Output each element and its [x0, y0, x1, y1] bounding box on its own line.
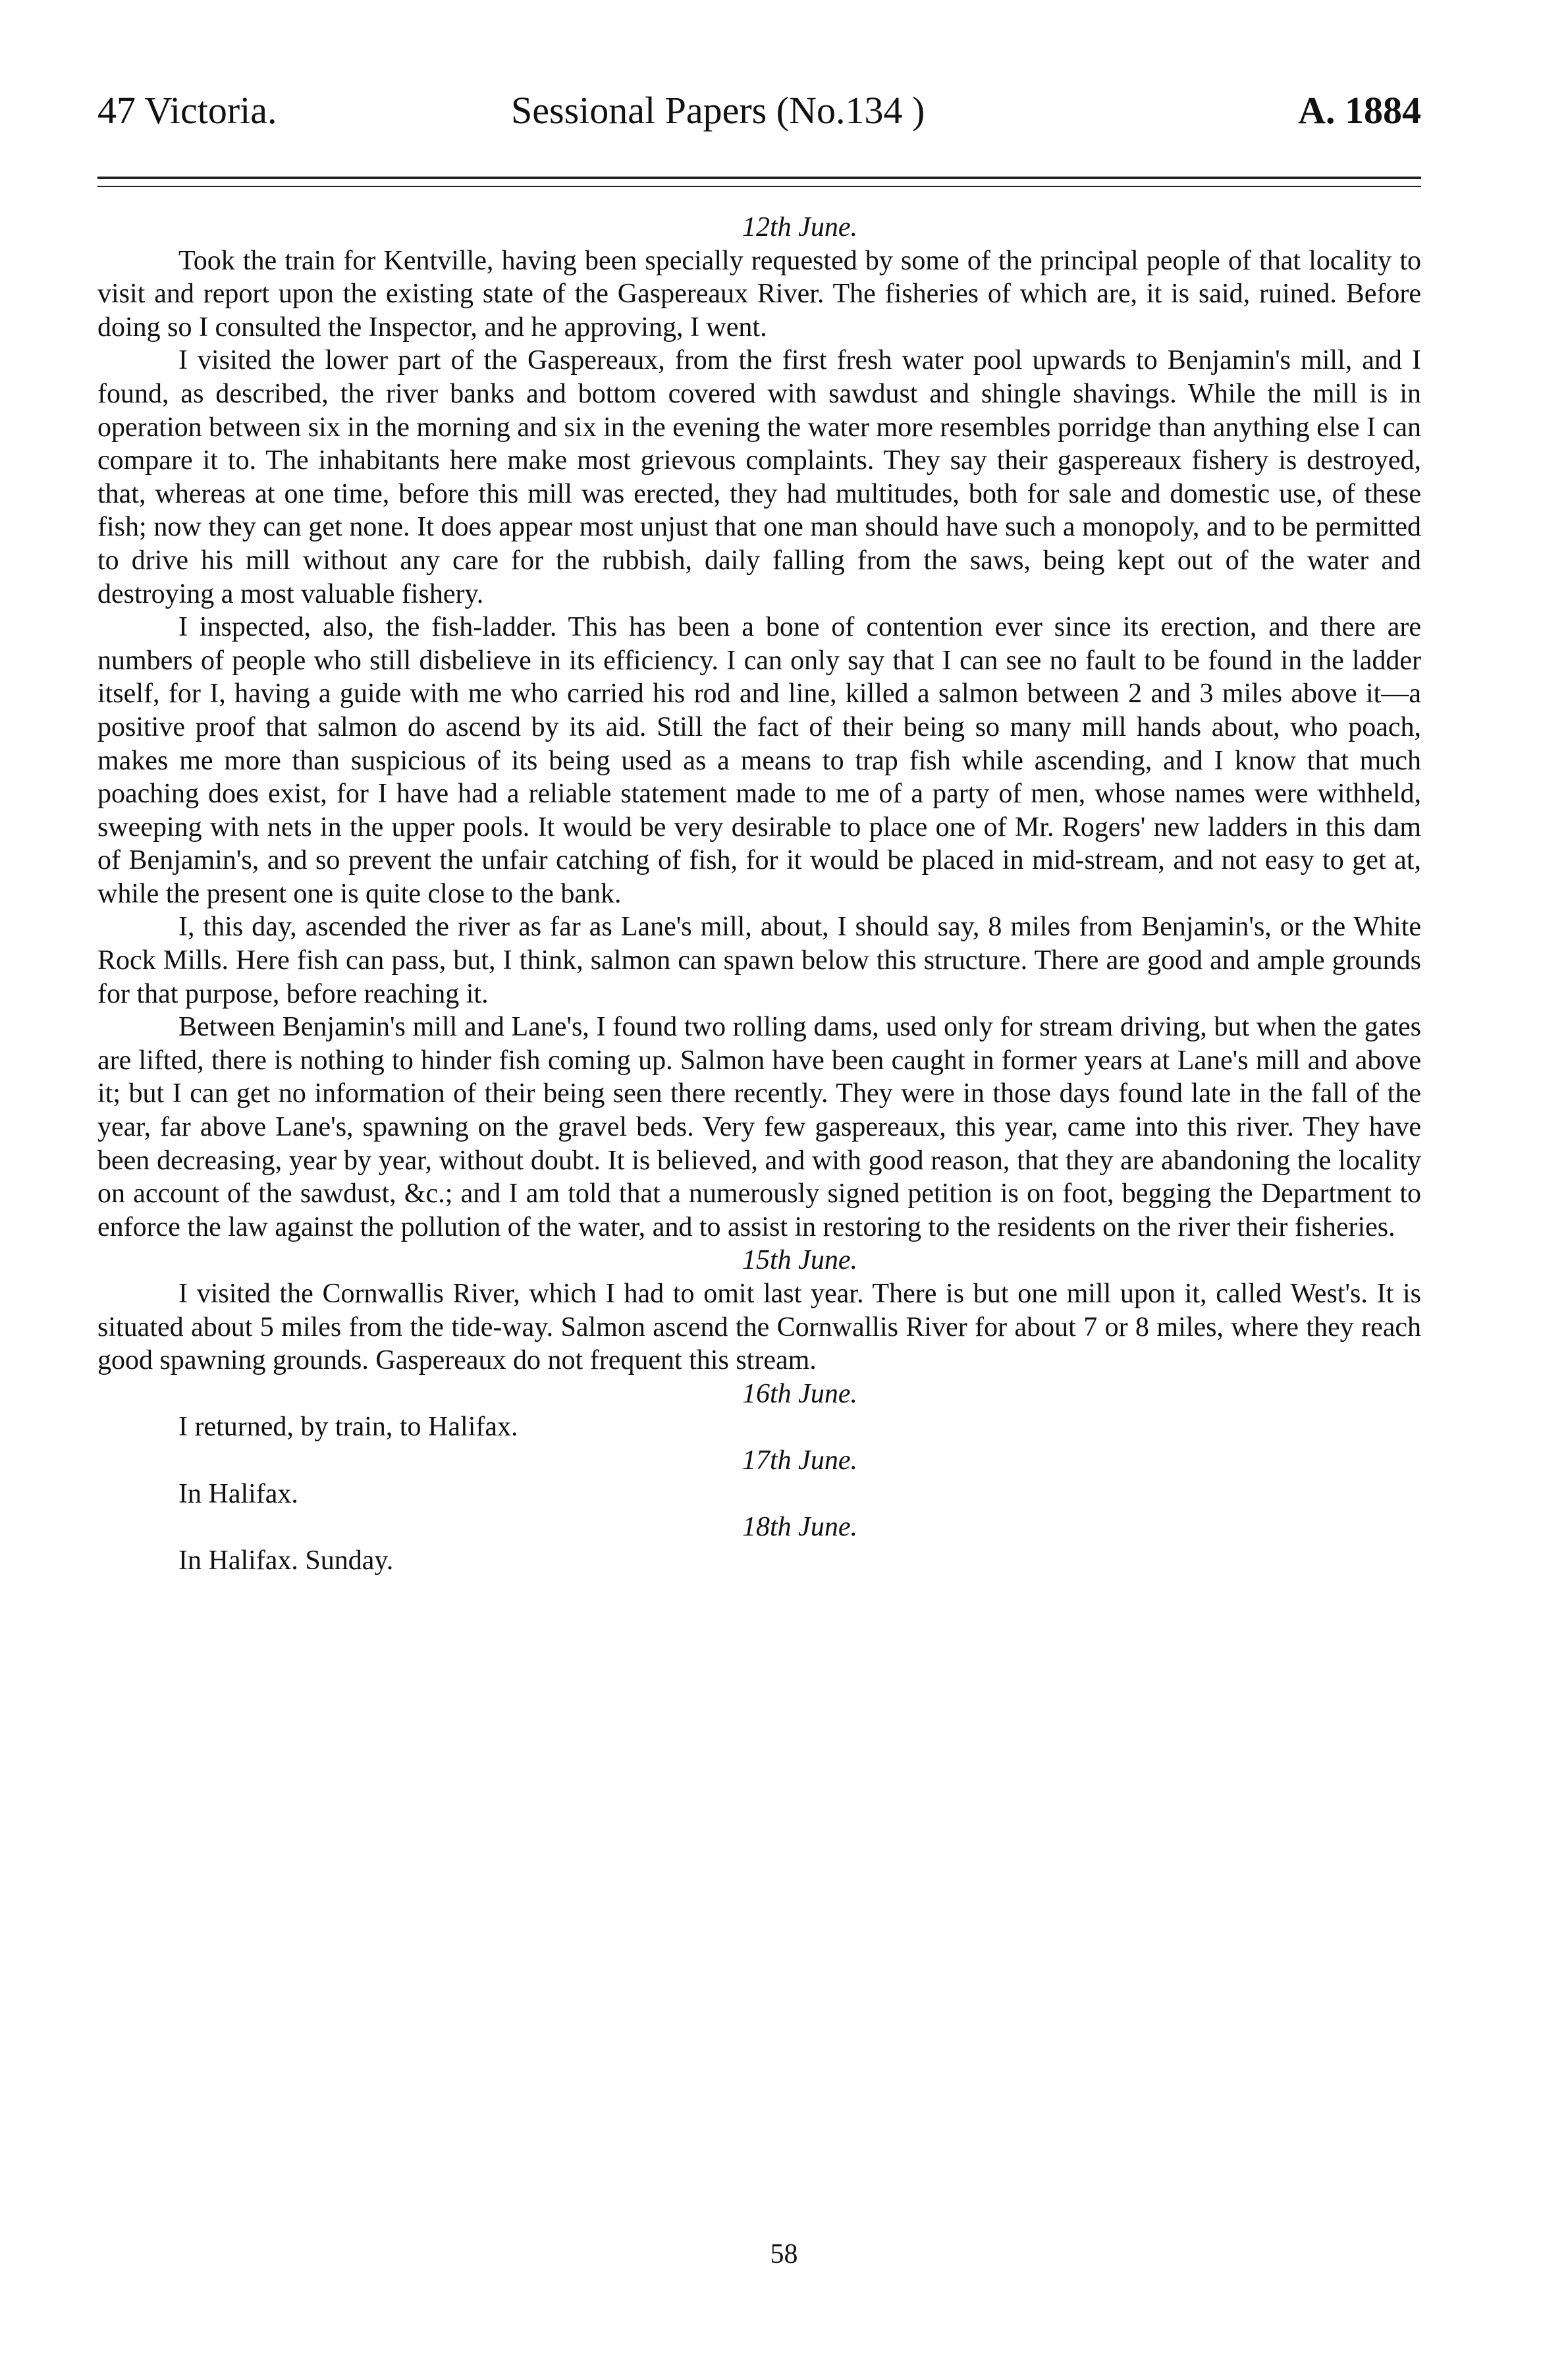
- paragraph: I visited the lower part of the Gaspereaux, from the first fresh water pool upwards to Benjamin's mill, and I found, as described, the river banks and bottom covered with sawdust and shingle shavings. While the mill is in operation between six in the morning and six in the evening the water more resembles porridge than anything else I can compare it to. The inhabitants here make most grievous complaints. They say their gaspereaux fishery is destroyed, that, whereas at one time, before this mill was erected, they had multitudes, both for sale and domestic use, of these fish; now they can get none. It does appear most unjust that one man should have such a monopoly, and to be permitted to drive his mill without any care for the rubbish, daily falling from the saws, being kept out of the water and destroying a most valuable fishery.: [97, 345, 1421, 609]
- diary-entry-17th-june: [97, 1444, 1421, 1511]
- paragraph: I inspected, also, the fish-ladder. This has been a bone of contention ever since its erection, and there are numbers of people who still disbelieve in its efficiency. I can only say that I can see no fault to be found in the ladder itself, for I, having a guide with me who carried his rod and line, killed a salmon between 2 and 3 miles above it—a positive proof that salmon do ascend by its aid. Still the fact of their being so many mill hands about, who poach, makes me more than suspicious of its being used as a means to trap fish while ascending, and I know that much poaching does exist, for I have had a reliable statement made to me of a party of men, whose names were withheld, sweeping with nets in the upper pools. It would be very desirable to place one of Mr. Rogers' new ladders in this dam of Benjamin's, and so prevent the unfair catching of fish, for it would be placed in mid-stream, and not easy to get at, while the present one is quite close to the bank.: [97, 612, 1421, 909]
- header-title: Sessional Papers (No.134 ): [511, 89, 925, 132]
- header-year: A. 1884: [1298, 89, 1421, 132]
- running-header: [97, 84, 1421, 137]
- diary-entry-12th-june: [97, 211, 1421, 1244]
- paragraph: Took the train for Kentville, having been specially requested by some of the principal people of that locality to visit and report upon the existing state of the Gaspereaux River. The fisheries of which are, it is said, ruined. Before doing so I consulted the Inspector, and he approving, I went.: [97, 245, 1421, 343]
- paragraph: I visited the Cornwallis River, which I had to omit last year. There is but one mill upon it, called West's. It is situated about 5 miles from the tide-way. Salmon ascend the Cornwallis River for about 7 or 8 miles, where they reach good spawning grounds. Gaspereaux do not frequent this stream.: [97, 1279, 1421, 1376]
- paragraph: I returned, by train, to Halifax.: [178, 1412, 518, 1443]
- page-number: 58: [770, 2239, 798, 2269]
- entry-date: 18th June.: [742, 1512, 857, 1543]
- entry-date: 16th June.: [742, 1378, 857, 1409]
- diary-entry-18th-june: [97, 1511, 1421, 1577]
- paragraph: In Halifax.: [178, 1478, 298, 1509]
- diary-entry-16th-june: [97, 1377, 1421, 1444]
- header-rule-thick: [97, 177, 1421, 179]
- entry-date: 15th June.: [742, 1245, 857, 1276]
- header-session: 47 Victoria.: [97, 89, 277, 132]
- diary-entry-15th-june: [97, 1244, 1421, 1377]
- entry-date: 12th June.: [742, 212, 857, 242]
- report-body: [97, 211, 1421, 1577]
- paragraph: I, this day, ascended the river as far as Lane's mill, about, I should say, 8 miles from Benjamin's, or the White Rock Mills. Here fish can pass, but, I think, salmon can spawn below this structure. There are good and ample grounds for that purpose, before reaching it.: [97, 912, 1421, 1009]
- header-rule-thin: [97, 186, 1421, 187]
- entry-date: 17th June.: [742, 1445, 857, 1476]
- paragraph: Between Benjamin's mill and Lane's, I found two rolling dams, used only for stream driving, but when the gates are lifted, there is nothing to hinder fish coming up. Salmon have been caught in former years at Lane's mill and above it; but I can get no information of their being seen there recently. They were in those days found late in the fall of the year, far above Lane's, spawning on the gravel beds. Very few gaspereaux, this year, came into this river. They have been decreasing, year by year, without doubt. It is believed, and with good reason, that they are abandoning the locality on account of the sawdust, &c.; and I am told that a numerously signed petition is on foot, begging the Department to enforce the law against the pollution of the water, and to assist in restoring to the residents on the river their fisheries.: [97, 1012, 1421, 1242]
- paragraph: In Halifax. Sunday.: [178, 1545, 394, 1576]
